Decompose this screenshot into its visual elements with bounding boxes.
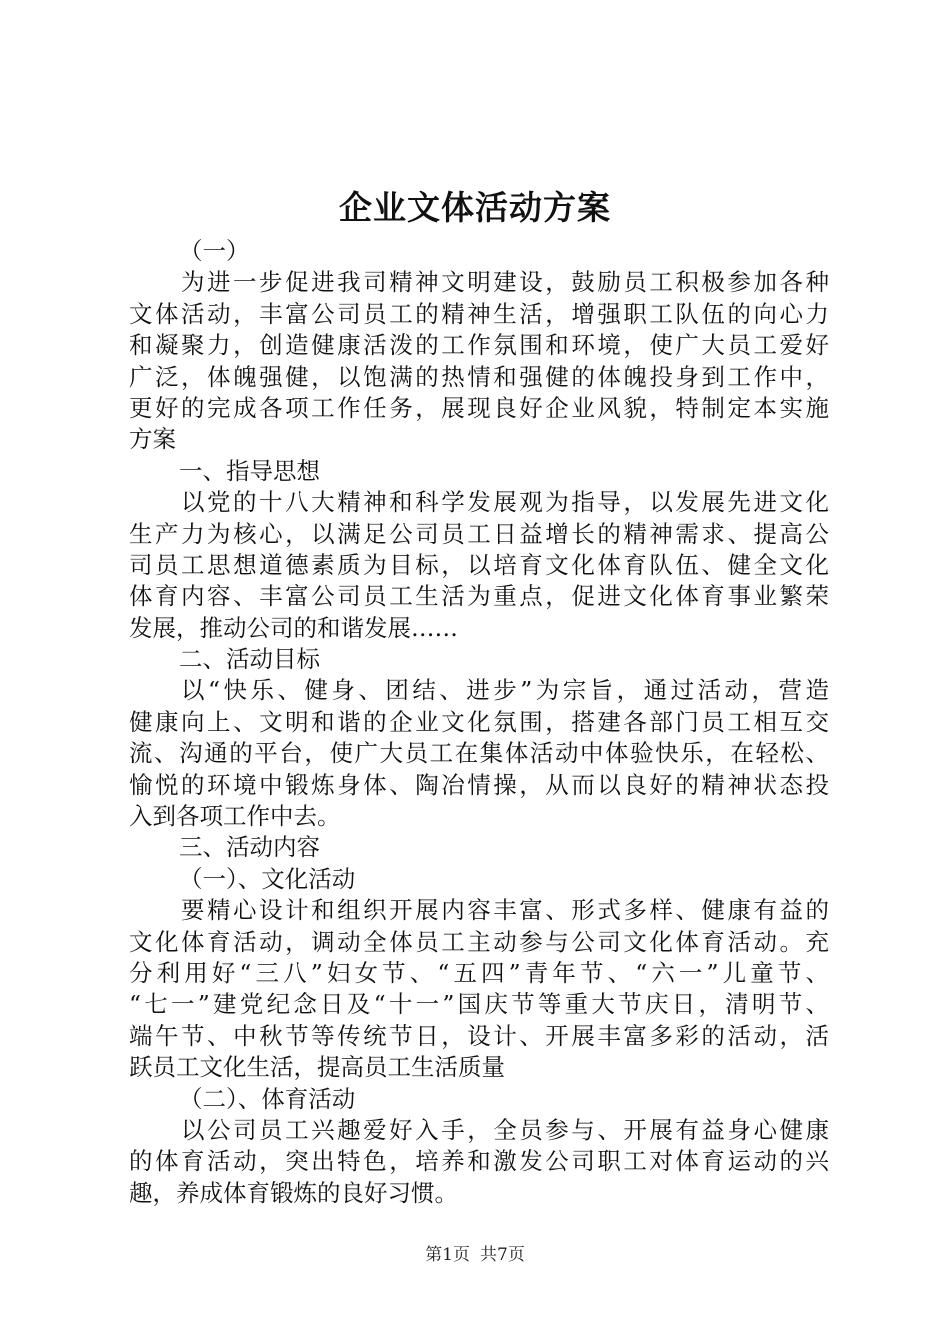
section-heading: 三、活动内容 bbox=[179, 833, 320, 862]
page-number: 第1页 bbox=[425, 1245, 470, 1265]
paragraph-line: 文体活动，丰富公司员工的精神生活，增强职工队伍的向心力 bbox=[129, 299, 829, 328]
page-footer bbox=[0, 1243, 950, 1267]
paragraph-line: 入到各项工作中去。 bbox=[129, 802, 341, 831]
paragraph-line: 要精心设计和组织开展内容丰富、形式多样、健康有益的 bbox=[181, 896, 829, 925]
section-heading: 一、指导思想 bbox=[179, 456, 320, 485]
paragraph-line: 为进一步促进我司精神文明建设，鼓励员工积极参加各种 bbox=[181, 268, 829, 297]
section-heading: （一）、文化活动 bbox=[179, 864, 356, 893]
paragraph-line: 体育内容、丰富公司员工生活为重点，促进文化体育事业繁荣 bbox=[129, 582, 829, 611]
paragraph-line: 文化体育活动，调动全体员工主动参与公司文化体育活动。充 bbox=[129, 927, 829, 956]
section-heading: 二、活动目标 bbox=[179, 645, 320, 674]
document-title: 企业文体活动方案 bbox=[339, 188, 611, 227]
document-body bbox=[129, 236, 829, 1209]
paragraph-line: 生产力为核心，以满足公司员工日益增长的精神需求、提高公 bbox=[129, 519, 829, 548]
page-total: 共7页 bbox=[480, 1245, 525, 1265]
paragraph-line: 健康向上、文明和谐的企业文化氛围，搭建各部门员工相互交 bbox=[129, 707, 829, 736]
paragraph-line: 跃员工文化生活，提高员工生活质量 bbox=[129, 1053, 505, 1082]
paragraph-line: 以公司员工兴趣爱好入手，全员参与、开展有益身心健康 bbox=[181, 1115, 829, 1144]
paragraph-line: 端午节、中秋节等传统节日，设计、开展丰富多彩的活动，活 bbox=[129, 1021, 829, 1050]
paragraph-line: 以党的十八大精神和科学发展观为指导，以发展先进文化 bbox=[181, 488, 829, 517]
section-heading: （一） bbox=[179, 237, 250, 265]
paragraph-line: 更好的完成各项工作任务，展现良好企业风貌，特制定本实施 bbox=[129, 393, 829, 422]
paragraph-line: 的体育活动，突出特色，培养和激发公司职工对体育运动的兴 bbox=[129, 1147, 829, 1176]
paragraph-line: 以“快乐、健身、团结、进步”为宗旨，通过活动，营造 bbox=[181, 676, 829, 705]
paragraph-line: 趣，养成体育锻炼的良好习惯。 bbox=[129, 1178, 458, 1207]
paragraph-line: 和凝聚力，创造健康活泼的工作氛围和环境，使广大员工爱好 bbox=[129, 331, 829, 360]
paragraph-line: 方案 bbox=[129, 425, 176, 454]
section-heading: （二）、体育活动 bbox=[179, 1084, 356, 1113]
paragraph-line: “七一”建党纪念日及“十一”国庆节等重大节庆日，清明节、 bbox=[129, 990, 829, 1019]
paragraph-line: 流、沟通的平台，使广大员工在集体活动中体验快乐，在轻松、 bbox=[129, 739, 829, 768]
paragraph-line: 分利用好“三八”妇女节、“五四”青年节、“六一”儿童节、 bbox=[129, 958, 829, 987]
paragraph-line: 广泛，体魄强健，以饱满的热情和强健的体魄投身到工作中， bbox=[129, 362, 829, 391]
paragraph-line: 司员工思想道德素质为目标，以培育文化体育队伍、健全文化 bbox=[129, 550, 829, 579]
paragraph-line: 发展，推动公司的和谐发展…… bbox=[129, 613, 458, 642]
paragraph-line: 愉悦的环境中锻炼身体、陶冶情操，从而以良好的精神状态投 bbox=[129, 770, 829, 799]
